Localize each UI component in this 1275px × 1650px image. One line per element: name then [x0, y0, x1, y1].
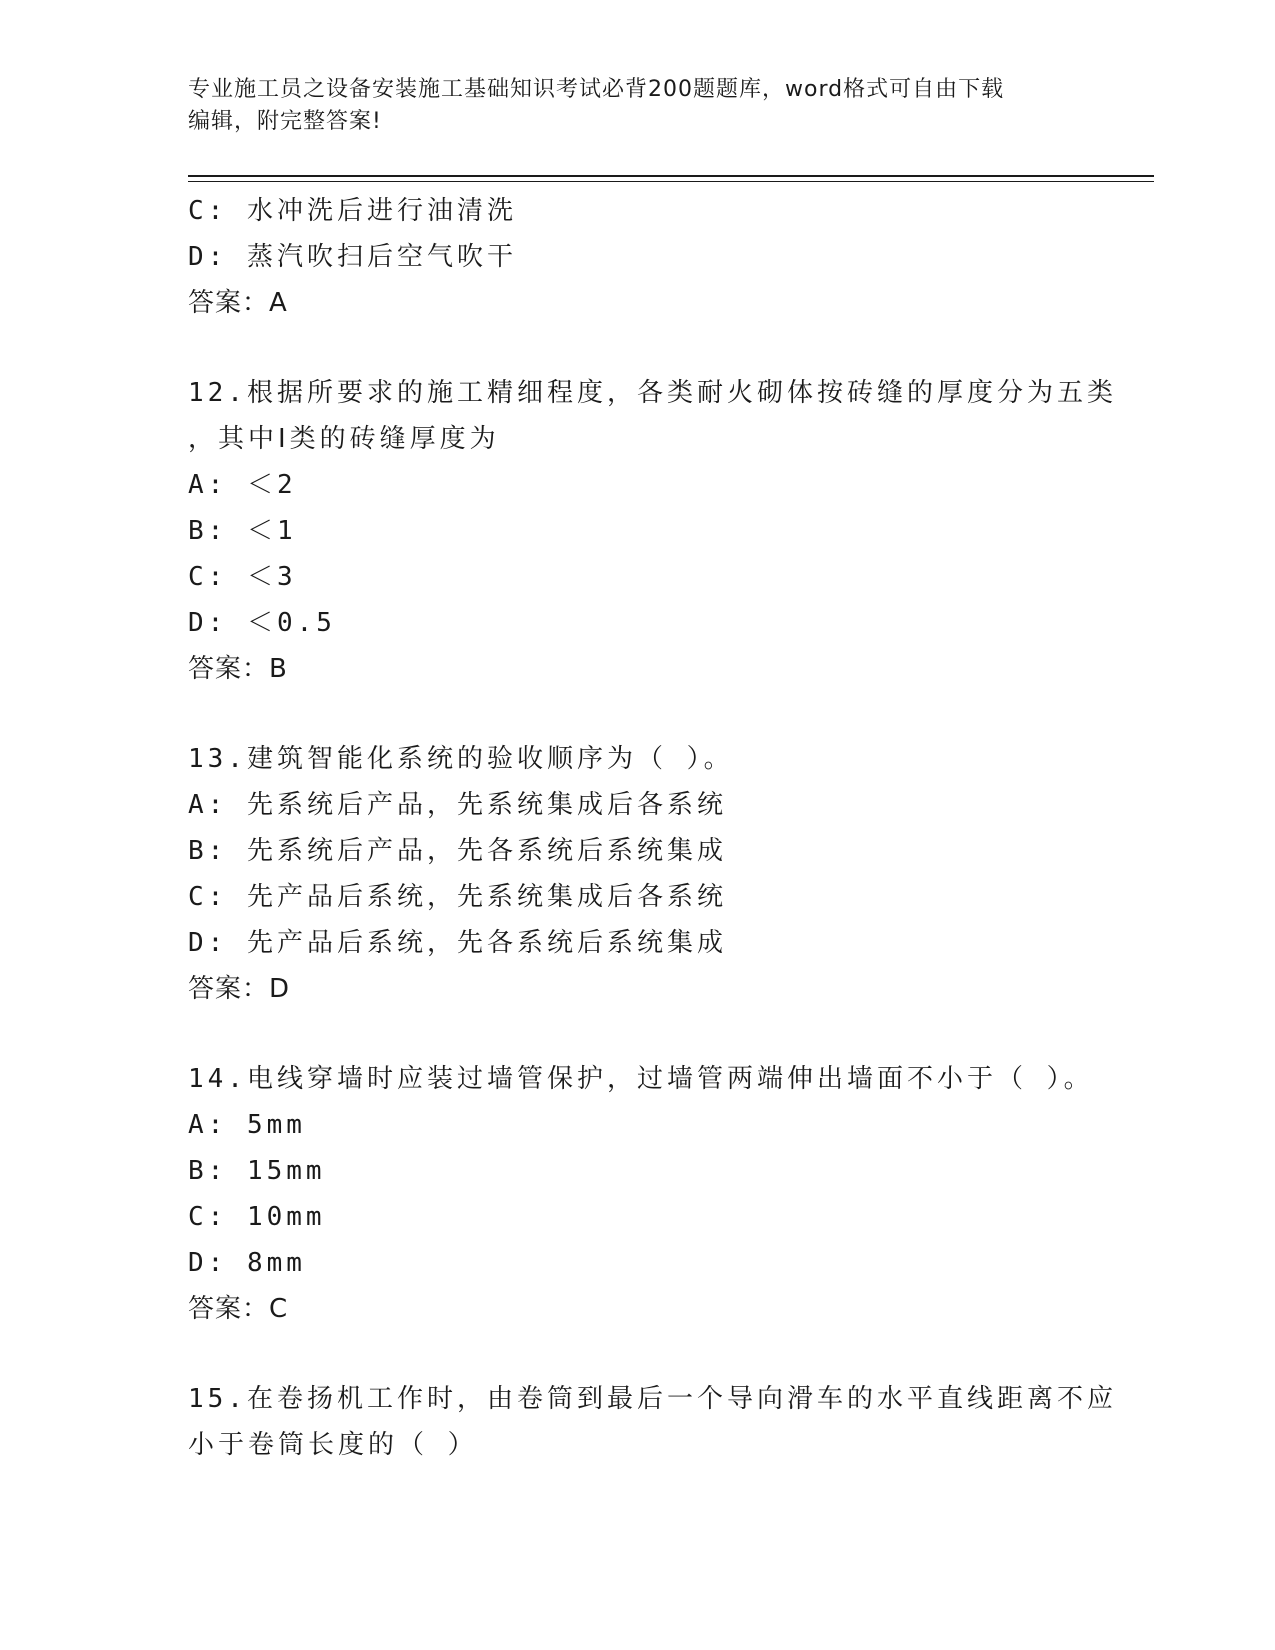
q14-option-c: C: 10mm — [188, 1202, 326, 1232]
header-divider-thick — [188, 175, 1154, 177]
q14-answer: 答案：C — [188, 1294, 289, 1324]
q13-answer: 答案：D — [188, 974, 291, 1004]
q12-stem-line-1: 12.根据所要求的施工精细程度，各类耐火砌体按砖缝的厚度分为五类 — [188, 378, 1117, 408]
question-11 — [188, 188, 1088, 326]
q15-stem-line-1: 15.在卷扬机工作时，由卷筒到最后一个导向滑车的水平直线距离不应 — [188, 1384, 1117, 1414]
spacer — [188, 1332, 1088, 1376]
q11-answer: 答案：A — [188, 288, 288, 318]
question-list — [188, 188, 1117, 1468]
header-title-line-1: 专业施工员之设备安装施工基础知识考试必背200题题库，word格式可自由下载 — [188, 77, 1005, 102]
q12-option-b: B: ＜1 — [188, 516, 297, 546]
q13-option-b: B: 先系统后产品，先各系统后系统集成 — [188, 836, 727, 866]
spacer — [188, 692, 1088, 736]
spacer — [188, 1012, 1088, 1056]
q13-option-c: C: 先产品后系统，先系统集成后各系统 — [188, 882, 727, 912]
q14-option-b: B: 15mm — [188, 1156, 326, 1186]
q12-answer: 答案：B — [188, 654, 288, 684]
header-title-line-2: 编辑，附完整答案! — [188, 109, 382, 134]
q12-option-d: D: ＜0.5 — [188, 608, 336, 638]
question-13 — [188, 736, 1088, 1012]
document-header — [188, 74, 1088, 138]
q14-option-a: A: 5mm — [188, 1110, 306, 1140]
q13-option-a: A: 先系统后产品，先系统集成后各系统 — [188, 790, 727, 820]
q13-option-d: D: 先产品后系统，先各系统后系统集成 — [188, 928, 727, 958]
q15-stem-line-2: 小于卷筒长度的（ ） — [188, 1430, 478, 1460]
q12-option-a: A: ＜2 — [188, 470, 297, 500]
q14-stem: 14.电线穿墙时应装过墙管保护，过墙管两端伸出墙面不小于（ ）。 — [188, 1064, 1094, 1094]
question-15 — [188, 1376, 1117, 1468]
header-divider-thin — [188, 181, 1154, 182]
q11-option-c: C: 水冲洗后进行油清洗 — [188, 196, 517, 226]
question-12 — [188, 370, 1117, 692]
q14-option-d: D: 8mm — [188, 1248, 306, 1278]
q12-option-c: C: ＜3 — [188, 562, 297, 592]
q13-stem: 13.建筑智能化系统的验收顺序为（ ）。 — [188, 744, 734, 774]
q11-option-d: D: 蒸汽吹扫后空气吹干 — [188, 242, 517, 272]
spacer — [188, 326, 1088, 370]
q12-stem-line-2: ，其中Ⅰ类的砖缝厚度为 — [188, 424, 500, 454]
question-14 — [188, 1056, 1094, 1332]
